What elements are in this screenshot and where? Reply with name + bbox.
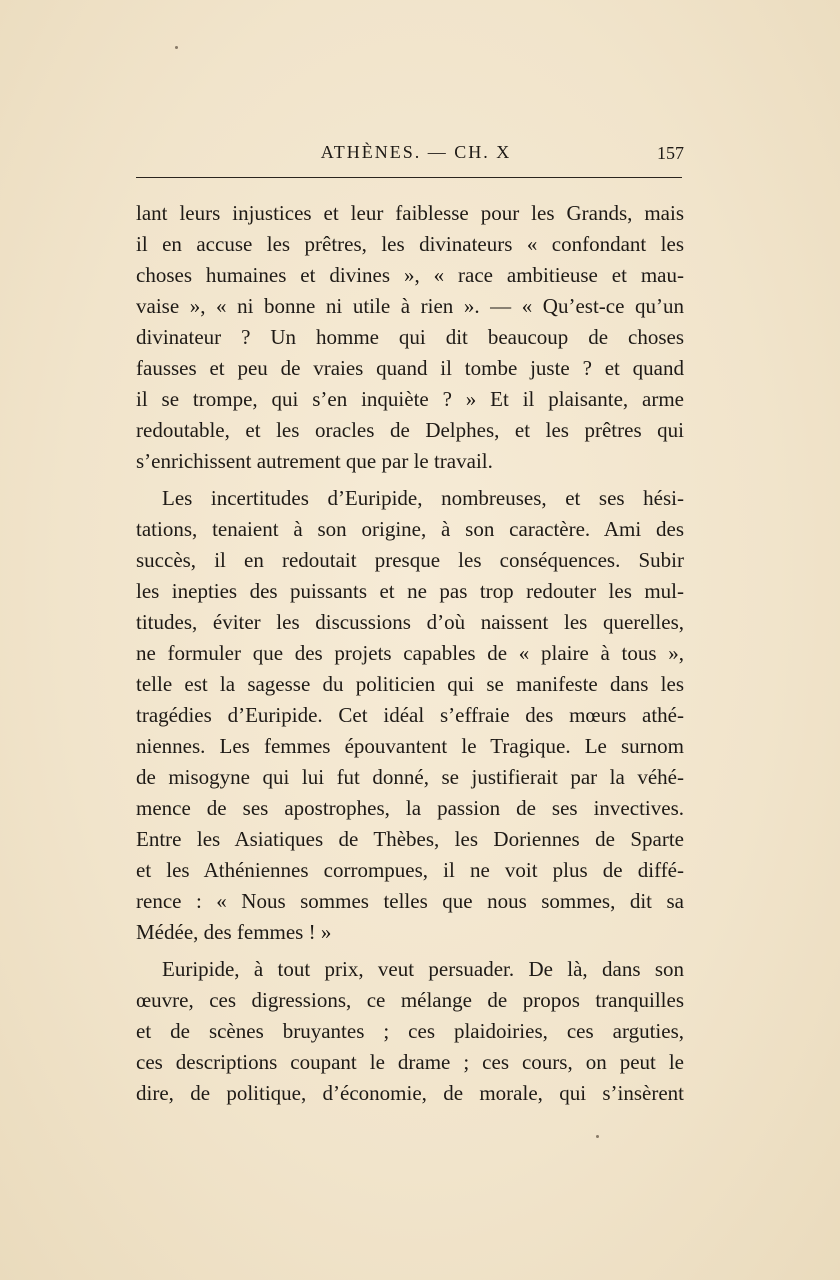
text-line: Euripide, à tout prix, veut persuader. De là, dans son	[162, 957, 684, 981]
text-line: lant leurs injustices et leur faiblesse pour les Grands, mais	[136, 201, 684, 225]
text-line: Les incertitudes d’Euripide, nombreuses, et ses hési-	[162, 486, 684, 510]
text-line: et les Athéniennes corrompues, il ne voit plus de diffé-	[136, 858, 684, 882]
paper-speck	[175, 46, 178, 49]
text-line: titudes, éviter les discussions d’où naissent les querelles,	[136, 610, 684, 634]
text-line: dire, de politique, d’économie, de morale, qui s’insèrent	[136, 1081, 684, 1105]
text-line: telle est la sagesse du politicien qui se manifeste dans les	[136, 672, 684, 696]
text-line: ces descriptions coupant le drame ; ces cours, on peut le	[136, 1050, 684, 1074]
header-rule	[136, 177, 682, 178]
text-line: de misogyne qui lui fut donné, se justifierait par la véhé-	[136, 765, 684, 789]
text-line: fausses et peu de vraies quand il tombe juste ? et quand	[136, 356, 684, 380]
text-line: œuvre, ces digressions, ce mélange de propos tranquilles	[136, 988, 684, 1012]
page-number: 157	[657, 143, 684, 163]
page-header	[136, 142, 684, 170]
text-line: et de scènes bruyantes ; ces plaidoiries, ces arguties,	[136, 1019, 684, 1043]
text-line: les inepties des puissants et ne pas trop redouter les mul-	[136, 579, 684, 603]
text-line: ne formuler que des projets capables de « plaire à tous »,	[136, 641, 684, 665]
paper-speck	[596, 1135, 599, 1138]
text-line: tragédies d’Euripide. Cet idéal s’effraie des mœurs athé-	[136, 703, 684, 727]
text-line: succès, il en redoutait presque les conséquences. Subir	[136, 548, 684, 572]
text-line: redoutable, et les oracles de Delphes, et les prêtres qui	[136, 418, 684, 442]
text-line: tations, tenaient à son origine, à son caractère. Ami des	[136, 517, 684, 541]
text-line: vaise », « ni bonne ni utile à rien ». — « Qu’est-ce qu’un	[136, 294, 684, 318]
text-line: mence de ses apostrophes, la passion de ses invectives.	[136, 796, 684, 820]
text-line: s’enrichissent autrement que par le travail.	[136, 449, 493, 473]
text-line: rence : « Nous sommes telles que nous sommes, dit sa	[136, 889, 684, 913]
body-text	[136, 198, 684, 1109]
text-line: Entre les Asiatiques de Thèbes, les Doriennes de Sparte	[136, 827, 684, 851]
text-line: choses humaines et divines », « race ambitieuse et mau-	[136, 263, 684, 287]
text-line: divinateur ? Un homme qui dit beaucoup de choses	[136, 325, 684, 349]
running-title: ATHÈNES. — CH. X	[320, 142, 512, 162]
text-line: niennes. Les femmes épouvantent le Tragique. Le surnom	[136, 734, 684, 758]
text-line: il en accuse les prêtres, les divinateurs « confondant les	[136, 232, 684, 256]
text-line: il se trompe, qui s’en inquiète ? » Et il plaisante, arme	[136, 387, 684, 411]
text-line: Médée, des femmes ! »	[136, 920, 332, 944]
